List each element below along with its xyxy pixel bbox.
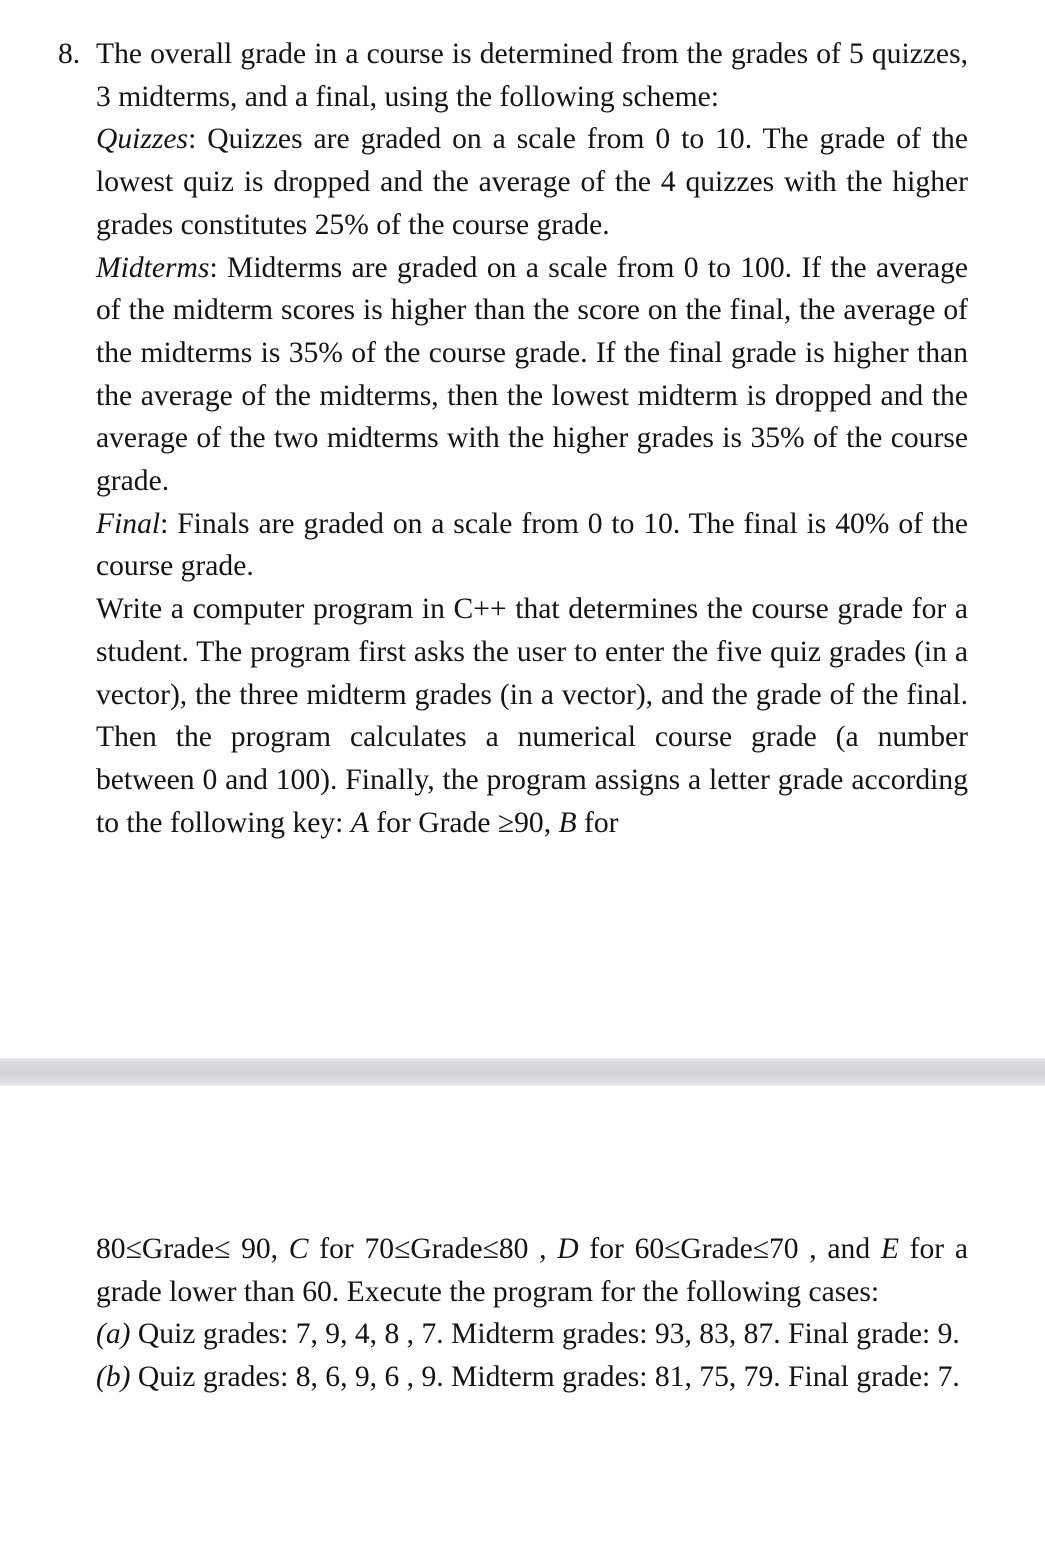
case-a-text: Quiz grades: 7, 9, 4, 8 , 7. Midterm grades: 93, 83, 87. Final grade: 9. <box>130 1318 960 1351</box>
task-text: Write a computer program in C++ that determines the course grade for a student. The program first asks the user to enter the five quiz grades (in a vector), the three midterm grades (in a vector), and the grade of the final. Then the program calculates a numerical course grade (a number between 0 and 100). Finally, the program assigns a letter grade according to the following key: <box>96 593 968 839</box>
letter-grade-e: E <box>880 1233 899 1265</box>
midterms-paragraph <box>96 247 968 503</box>
case-b-paragraph <box>96 1356 968 1399</box>
grade-c-rule: for 70≤Grade≤80 , <box>308 1233 558 1265</box>
letter-grade-c: C <box>288 1233 309 1265</box>
page-divider <box>0 1058 1045 1086</box>
grade-e-rule: for a grade lower than 60. Execute the program for the following cases: <box>96 1233 968 1308</box>
midterms-label: Midterms <box>96 251 210 284</box>
grade-b-rule: for <box>576 806 619 839</box>
final-label: Final <box>96 507 161 540</box>
case-a-paragraph <box>96 1313 968 1356</box>
quizzes-paragraph <box>96 118 968 246</box>
letter-grade-a: A <box>350 806 369 839</box>
problem-body-top <box>58 33 968 844</box>
quizzes-text: : Quizzes are graded on a scale from 0 to 10. The grade of the lowest quiz is dropped and the average of the 4 quizzes with the higher grades constitutes 25% of the course grade. <box>96 123 968 241</box>
final-paragraph <box>96 503 968 588</box>
case-b-label: (b) <box>96 1361 131 1394</box>
quizzes-label: Quizzes <box>96 123 189 156</box>
intro-text: The overall grade in a course is determined from the grades of 5 quizzes, 3 midterms, and a final, using the following scheme: <box>96 38 968 113</box>
grade-d-rule: for 60≤Grade≤70 , and <box>578 1233 881 1265</box>
problem-body-bottom <box>96 1228 968 1399</box>
grade-a-rule: for Grade ≥90, <box>368 806 559 839</box>
case-b-text: Quiz grades: 8, 6, 9, 6 , 9. Midterm grades: 81, 75, 79. Final grade: 7. <box>130 1361 960 1394</box>
grade-b-range: 80≤Grade≤ 90, <box>96 1233 289 1265</box>
task-paragraph-bottom <box>96 1228 968 1313</box>
midterms-text: : Midterms are graded on a scale from 0 to 100. If the average of the midterm scores is higher than the score on the final, the average of the midterms is 35% of the course grade. If the final grade is higher than the average of the midterms, then the lowest midterm is dropped and the average of the two midterms with the higher grades is 35% of the course grade. <box>96 251 968 498</box>
task-paragraph-top <box>96 588 968 844</box>
final-text: : Finals are graded on a scale from 0 to 10. The final is 40% of the course grade. <box>96 507 968 583</box>
case-a-label: (a) <box>96 1318 131 1351</box>
problem-number: 8. <box>58 38 81 70</box>
letter-grade-b: B <box>558 806 577 839</box>
letter-grade-d: D <box>557 1233 579 1265</box>
problem-intro <box>96 33 968 118</box>
